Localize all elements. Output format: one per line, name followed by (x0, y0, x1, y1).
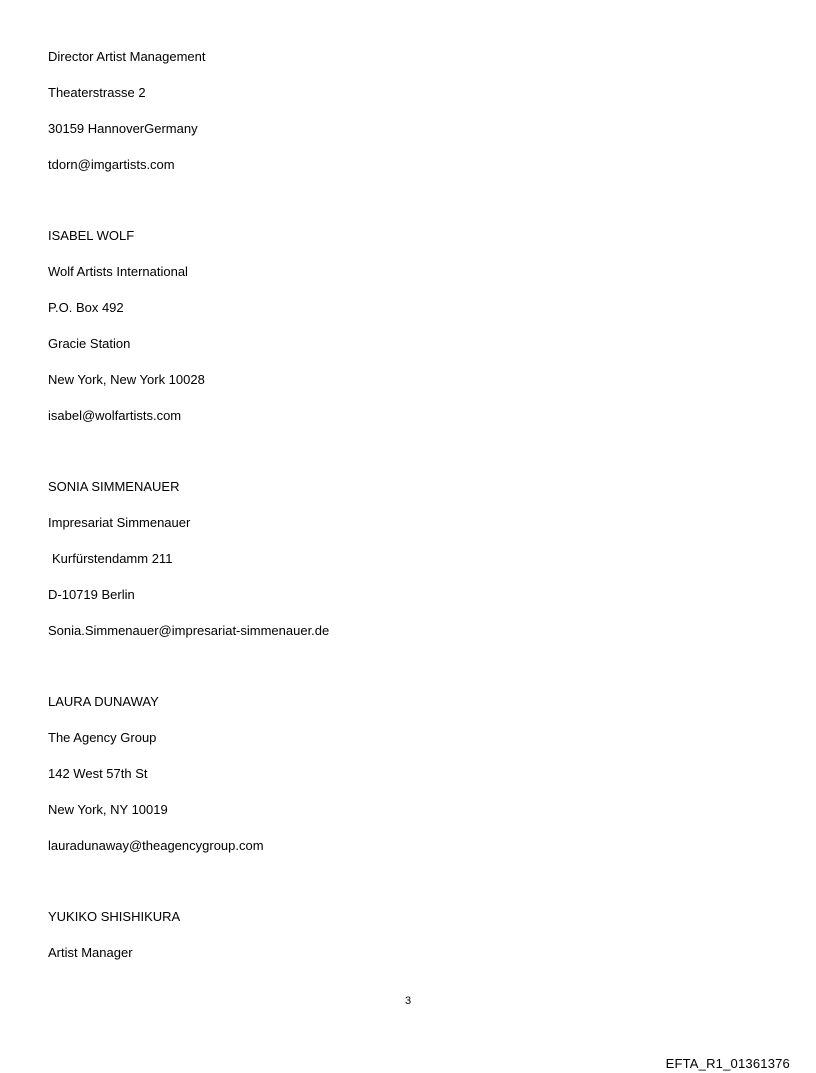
contact-name: ISABEL WOLF (48, 228, 135, 243)
document-id: EFTA_R1_01361376 (665, 1056, 790, 1071)
contact-title: Director Artist Management (48, 49, 206, 64)
contact-po-box: P.O. Box 492 (48, 300, 124, 315)
contact-name: YUKIKO SHISHIKURA (48, 909, 181, 924)
contact-name: LAURA DUNAWAY (48, 694, 159, 709)
contact-name: SONIA SIMMENAUER (48, 479, 180, 494)
contact-block-sonia-simmenauer (48, 478, 648, 658)
contact-email: tdorn@imgartists.com (48, 157, 175, 172)
contact-organization: Wolf Artists International (48, 264, 188, 279)
contact-block-laura-dunaway (48, 693, 648, 873)
contact-city: 30159 HannoverGermany (48, 121, 198, 136)
contact-city: New York, New York 10028 (48, 372, 205, 387)
page-number: 3 (404, 995, 412, 1007)
contact-block-continued (48, 48, 648, 192)
contact-city: New York, NY 10019 (48, 802, 168, 817)
contact-organization: Impresariat Simmenauer (48, 515, 191, 530)
contact-street: 142 West 57th St (48, 766, 148, 781)
contact-organization: The Agency Group (48, 730, 157, 745)
contact-block-isabel-wolf (48, 227, 648, 443)
contact-title: Artist Manager (48, 945, 133, 960)
contact-street: Kurfürstendamm 211 (52, 551, 173, 566)
contact-block-yukiko-shishikura (48, 908, 648, 980)
contact-email: Sonia.Simmenauer@impresariat-simmenauer.de (48, 623, 330, 638)
contact-email: isabel@wolfartists.com (48, 408, 182, 423)
contact-email: lauradunaway@theagencygroup.com (48, 838, 264, 853)
contact-street: Theaterstrasse 2 (48, 85, 146, 100)
contact-station: Gracie Station (48, 336, 131, 351)
contact-city: D-10719 Berlin (48, 587, 135, 602)
